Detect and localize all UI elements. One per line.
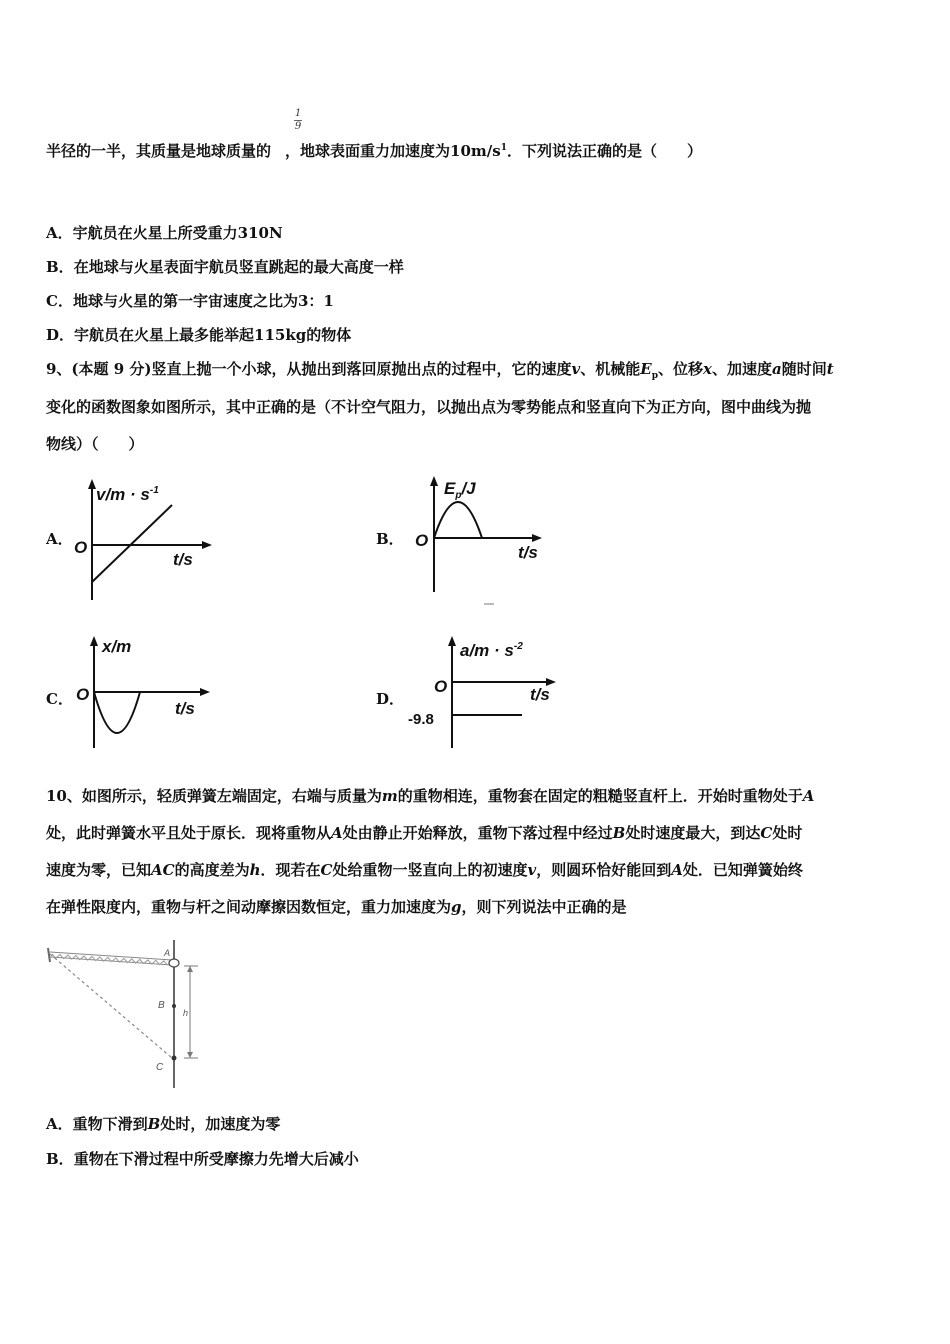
graph-c-xlabel: t/s <box>175 699 195 718</box>
graph-c-y-arrow <box>90 636 98 646</box>
graph-b-yunit: /J <box>461 479 476 498</box>
mass-fraction <box>294 108 302 133</box>
point-c <box>172 1056 177 1061</box>
q10-stem-line4: 在弹性限度内，重物与杆之间动摩擦因数恒定，重力加速度为g，则下列说法中正确的是 <box>46 898 627 916</box>
q8-stem: 半径的一半，其质量是地球质量的 ，地球表面重力加速度为$10m/s^1$．下列说法正确的是（ ） <box>46 142 702 160</box>
g-value: 10m/s <box>450 142 501 160</box>
graph-b-ysub: p <box>455 490 462 501</box>
graph-d-y-arrow <box>448 636 456 646</box>
graph-a-xlabel: t/s <box>173 550 193 569</box>
label-c: C <box>156 1062 164 1073</box>
graph-b-ylabel: E <box>444 479 456 498</box>
q9-stem-line2: 变化的函数图象如图所示，其中正确的是（不计空气阻力，以抛出点为零势能点和竖直向下为正方向，图中曲线为抛 <box>46 398 812 416</box>
height-arrow-top <box>187 966 193 972</box>
graph-a-origin: O <box>74 538 88 557</box>
q9-stem-line1: 9、(本题 9 分)竖直上抛一个小球，从抛出到落回原抛出点的过程中，它的速度v、机械能$E_p$、位移x、加速度a随时间t <box>46 360 834 381</box>
graph-c-origin: O <box>76 685 90 704</box>
graph-b-potential-energy <box>410 470 560 610</box>
graph-b-xlabel: t/s <box>518 543 538 562</box>
q10-stem-line2: 处，此时弹簧水平且处于原长．现将重物从A处由静止开始释放，重物下落过程中经过B处时速度最大，到达C处时 <box>46 824 803 842</box>
ring-at-a <box>169 959 179 967</box>
graph-a-y-arrow <box>88 479 96 489</box>
height-arrow-bottom <box>187 1052 193 1058</box>
graph-b-x-arrow <box>532 534 542 542</box>
q9-option-a-label: A． <box>46 530 73 548</box>
fraction-numerator: 1 <box>294 108 302 119</box>
q9-option-d-label: D． <box>376 690 405 708</box>
graph-a-ysup: -1 <box>149 485 159 496</box>
svg-text:Ep/J <box>444 479 476 501</box>
q9-option-b-label: B． <box>376 530 404 548</box>
q8-option-d: D．宇航员在火星上最多能举起115kg的物体 <box>46 326 352 344</box>
graph-d-acceleration <box>400 632 570 752</box>
q9-option-c-label: C． <box>46 690 73 708</box>
graph-d-origin: O <box>434 677 448 696</box>
graph-b-parabola <box>434 502 482 538</box>
label-h: h <box>183 1008 189 1018</box>
graph-b-origin: O <box>415 531 429 550</box>
spring-rod-figure <box>44 936 214 1091</box>
graph-d-value-label: -9.8 <box>408 711 434 728</box>
graph-a-velocity <box>60 475 220 605</box>
q10-option-b: B．重物在下滑过程中所受摩擦力先增大后减小 <box>46 1150 359 1168</box>
q9-stem-line3: 物线）（ ） <box>46 435 144 453</box>
spring-wall <box>48 948 50 962</box>
graph-c-displacement <box>60 632 220 752</box>
graph-a-x-arrow <box>202 541 212 549</box>
graph-d-ysup: -2 <box>513 641 523 652</box>
graph-c-ylabel: x/m <box>102 637 132 656</box>
graph-c-parabola <box>94 692 140 733</box>
q10-stem-line1: 10、如图所示，轻质弹簧左端固定，右端与质量为m的重物相连，重物套在固定的粗糙竖直杆上．开始时重物处于A <box>46 787 815 805</box>
q10-option-a: A．重物下滑到B处时，加速度为零 <box>46 1115 281 1133</box>
q8-option-a: A．宇航员在火星上所受重力310N <box>46 224 283 242</box>
graph-b-y-arrow <box>430 476 438 486</box>
graph-d-ylabel: a/m · s <box>460 641 514 660</box>
q10-stem-line3: 速度为零，已知AC的高度差为h．现若在C处给重物一竖直向上的初速度v，则圆环恰好能回到A处．已知弹簧始终 <box>46 861 803 879</box>
label-a: A <box>164 948 171 958</box>
svg-text:v/m · s-1 <box>96 485 159 504</box>
graph-a-ylabel: v/m · s <box>96 485 150 504</box>
q8-option-c: C．地球与火星的第一宇宙速度之比为3：1 <box>46 292 334 310</box>
graph-c-x-arrow <box>200 688 210 696</box>
q8-option-b: B．在地球与火星表面宇航员竖直跳起的最大高度一样 <box>46 258 404 276</box>
point-b <box>172 1004 176 1008</box>
graph-a-velocity-line <box>92 505 172 582</box>
spring-final-position <box>50 954 172 1058</box>
svg-text:a/m · s-2 <box>460 641 523 660</box>
label-b: B <box>158 1000 165 1011</box>
graph-d-xlabel: t/s <box>530 685 550 704</box>
fraction-denominator: 9 <box>294 121 302 132</box>
